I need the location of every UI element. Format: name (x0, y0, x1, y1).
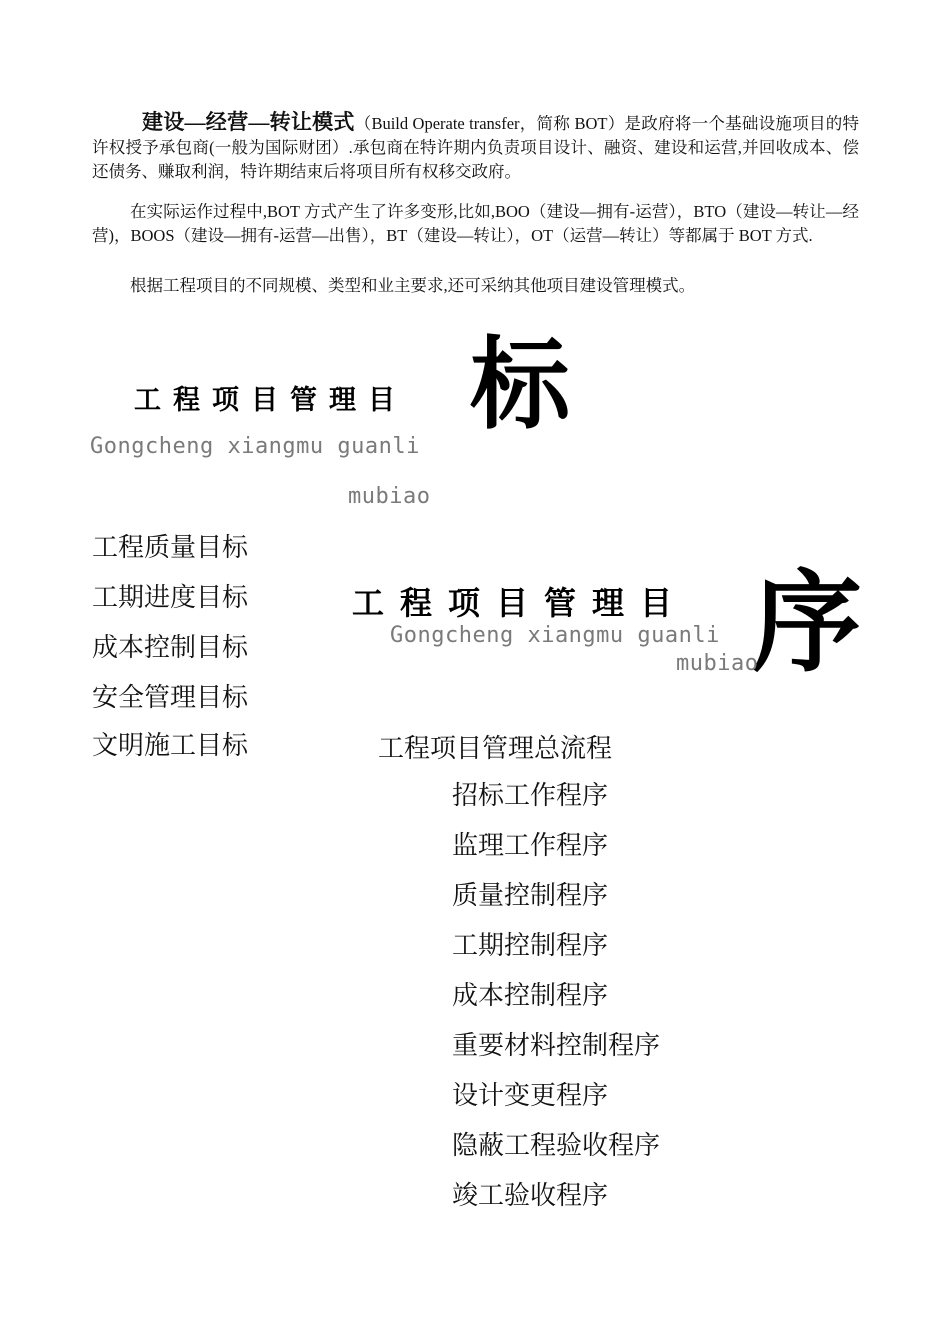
list-item: 工期进度目标 (92, 583, 249, 613)
list-item: 招标工作程序 (452, 781, 609, 811)
procedures-header-item: 工程项目管理总流程 (378, 734, 613, 764)
list-item: 成本控制目标 (92, 633, 249, 663)
list-item: 文明施工目标 (92, 731, 249, 761)
list-item: 安全管理目标 (92, 683, 249, 713)
procedures-pinyin-line-1: Gongcheng xiangmu guanli (390, 623, 720, 648)
goals-list (92, 523, 248, 769)
goals-section-title: 工程项目管理目 (134, 385, 407, 416)
bot-definition-text: （Build Operate transfer，简称 BOT）是政府将一个基础设施项目的特许权授予承包商(一般为国际财团）.承包商在特许期内负责项目设计、融资、建设和运营,并回收成本、偿还债务、赚取利润，特许期结束后将项目所有权移交政府。 (92, 114, 860, 181)
list-item: 竣工验收程序 (452, 1181, 609, 1211)
list-item: 成本控制程序 (452, 981, 609, 1011)
procedures-section-big-char: 序 (752, 558, 862, 687)
list-item: 工期控制程序 (452, 931, 609, 961)
bot-term-heading: 建设—经营—转让模式 (142, 110, 355, 134)
intro-paragraph-1 (92, 110, 859, 184)
list-item: 重要材料控制程序 (452, 1031, 661, 1061)
goals-pinyin-line-2: mubiao (348, 484, 431, 509)
intro-paragraph-3: 根据工程项目的不同规模、类型和业主要求,还可采纳其他项目建设管理模式。 (130, 276, 696, 295)
list-item: 设计变更程序 (452, 1081, 609, 1111)
intro-paragraph-2: 在实际运作过程中,BOT 方式产生了许多变形,比如,BOO（建设—拥有-运营），BTO（建设—转让—经营)，BOOS（建设—拥有-运营—出售），BT（建设—转让），OT（运营—转让）等都属于 BOT 方式. (92, 202, 859, 245)
list-item: 质量控制程序 (452, 881, 609, 911)
list-item: 隐蔽工程验收程序 (452, 1131, 661, 1161)
goals-pinyin-line-1: Gongcheng xiangmu guanli (90, 434, 420, 459)
procedures-section-title: 工程项目管理目 (352, 584, 689, 622)
goals-section-big-char: 标 (470, 325, 570, 443)
procedures-pinyin-line-2: mubiao (676, 651, 759, 676)
procedures-list (452, 771, 660, 1221)
list-item: 监理工作程序 (452, 831, 609, 861)
list-item: 工程质量目标 (92, 533, 249, 563)
